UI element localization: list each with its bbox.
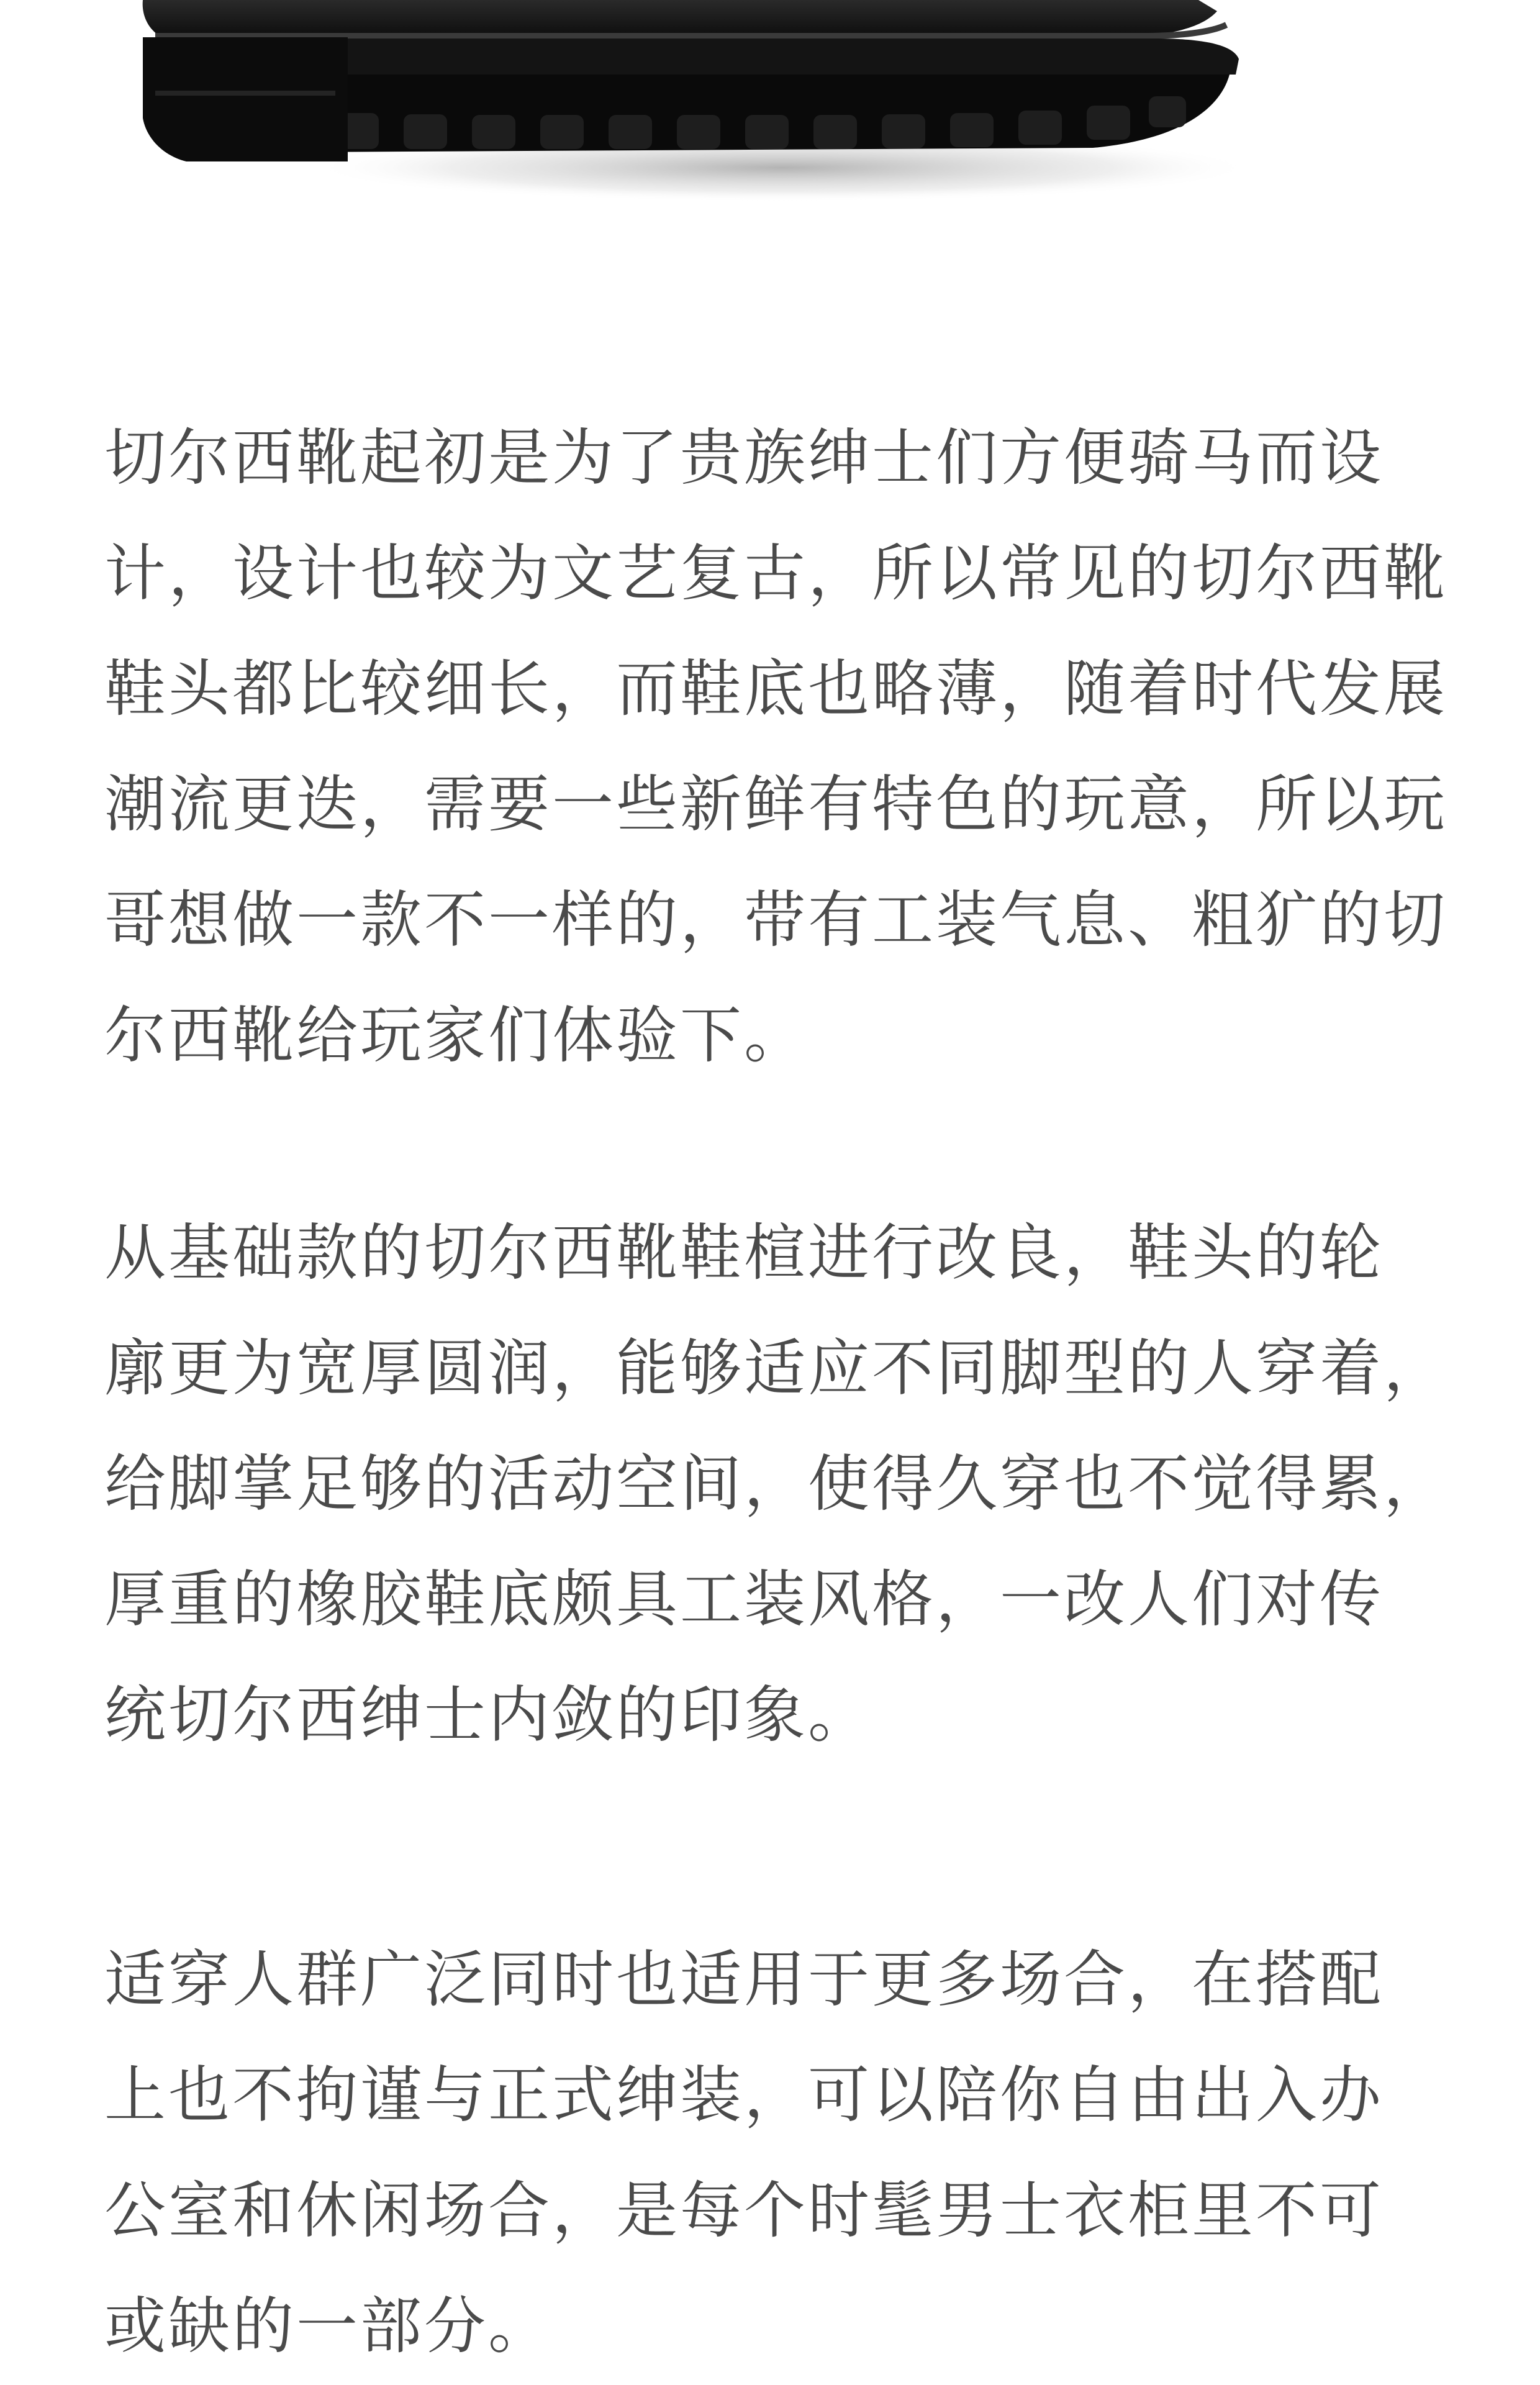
paragraph-line: 哥想做一款不一样的，带有工装气息、粗犷的切 xyxy=(104,884,1447,956)
boot-sole-icon xyxy=(0,0,1540,211)
paragraph-line: 适穿人群广泛同时也适用于更多场合，在搭配 xyxy=(104,1944,1384,2015)
paragraph-occasions xyxy=(104,1922,1446,2384)
paragraph-origin xyxy=(104,401,1446,1094)
paragraph-line: 公室和休闲场合，是每个时髦男士衣柜里不可 xyxy=(104,2175,1384,2246)
paragraph-line: 或缺的一部分。 xyxy=(104,2291,552,2362)
paragraph-line: 给脚掌足够的活动空间，使得久穿也不觉得累， xyxy=(104,1448,1447,1520)
boot-sole-image xyxy=(0,0,1540,211)
paragraph-line: 尔西靴给玩家们体验下。 xyxy=(104,1000,808,1071)
paragraph-line: 廓更为宽厚圆润，能够适应不同脚型的人穿着， xyxy=(104,1333,1447,1404)
paragraph-line: 切尔西靴起初是为了贵族绅士们方便骑马而设 xyxy=(104,422,1384,494)
paragraph-design xyxy=(104,1196,1446,1773)
paragraph-line: 潮流更迭，需要一些新鲜有特色的玩意，所以玩 xyxy=(104,769,1447,840)
paragraph-line: 计，设计也较为文艺复古，所以常见的切尔西靴 xyxy=(104,538,1447,609)
paragraph-line: 统切尔西绅士内敛的印象。 xyxy=(104,1679,872,1751)
paragraph-line: 上也不拘谨与正式绅装，可以陪你自由出入办 xyxy=(104,2060,1384,2131)
paragraph-line: 厚重的橡胶鞋底颇具工装风格，一改人们对传 xyxy=(104,1564,1384,1635)
paragraph-line: 鞋头都比较细长，而鞋底也略薄，随着时代发展 xyxy=(104,653,1447,725)
paragraph-line: 从基础款的切尔西靴鞋楦进行改良，鞋头的轮 xyxy=(104,1217,1384,1289)
